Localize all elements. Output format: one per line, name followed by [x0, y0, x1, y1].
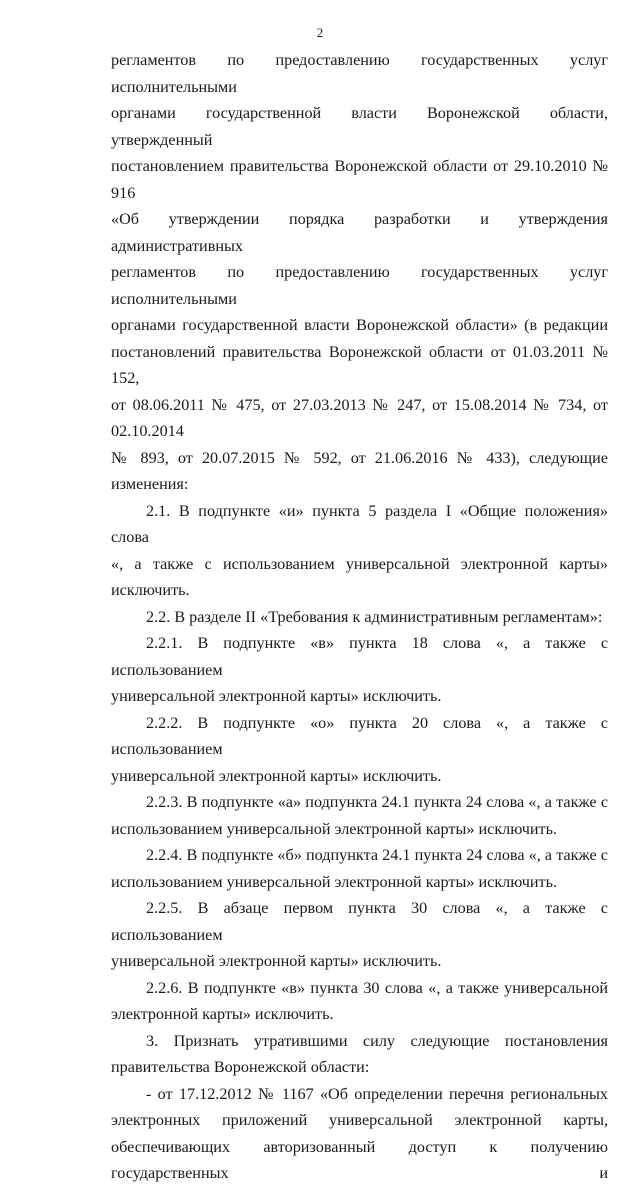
text-line: правительства Воронежской области: — [111, 1058, 370, 1076]
text-line: «Об утверждении порядка разработки и утверждения административных — [111, 210, 608, 255]
text-line: 2.1. В подпункте «и» пункта 5 раздела I «Общие положения» слова — [111, 501, 608, 546]
text-line: постановлением правительства Воронежской области от 29.10.2010 № 916 — [111, 157, 608, 202]
text-line: 2.2.3. В подпункте «а» подпункта 24.1 пункта 24 слова «, а также с — [146, 793, 608, 811]
text-line: регламентов по предоставлению государственных услуг исполнительными — [111, 263, 608, 308]
text-line: - от 17.12.2012 № 1167 «Об определении перечня региональных — [146, 1084, 608, 1103]
paragraph-2-2 — [111, 604, 608, 631]
text-line: обеспечивающих авторизованный доступ к получению государственных и — [111, 1137, 608, 1182]
text-line: от 08.06.2011 № 475, от 27.03.2013 № 247, от 15.08.2014 № 734, от 02.10.2014 — [111, 395, 608, 440]
paragraph-intro — [111, 47, 608, 498]
text-line: органами государственной власти Воронежской области» (в редакции — [111, 316, 608, 334]
text-line: «, а также с использованием универсальной электронной карты» исключить. — [111, 554, 608, 599]
text-line: 2.2.6. В подпункте «в» пункта 30 слова «, а также универсальной — [146, 978, 608, 997]
paragraph-2-2-4 — [111, 842, 608, 895]
text-line: использованием универсальной электронной карты» исключить. — [111, 819, 558, 838]
page-number: 2 — [316, 25, 324, 40]
text-line: использованием универсальной электронной карты» исключить. — [111, 872, 558, 891]
text-line: 2.2. В разделе II «Требования к административным регламентам»: — [146, 607, 603, 626]
paragraph-3 — [111, 1028, 608, 1081]
text-line: 2.2.1. В подпункте «в» пункта 18 слова «, а также с использованием — [111, 634, 608, 679]
text-line: 2.2.5. В абзаце первом пункта 30 слова «, а также с использованием — [111, 899, 608, 944]
text-line: 2.2.4. В подпункте «б» подпункта 24.1 пункта 24 слова «, а также с — [146, 846, 608, 864]
paragraph-2-2-1 — [111, 630, 608, 710]
paragraph-list-item — [111, 1081, 608, 1187]
text-line: электронной карты» исключить. — [111, 1005, 334, 1023]
document-body — [111, 47, 608, 1187]
text-line: универсальной электронной карты» исключить. — [111, 952, 442, 970]
text-line: универсальной электронной карты» исключить. — [111, 766, 442, 785]
text-line: 2.2.2. В подпункте «о» пункта 20 слова «, а также с использованием — [111, 713, 608, 758]
text-line: постановлений правительства Воронежской области от 01.03.2011 № 152, — [111, 342, 608, 387]
paragraph-2-2-3 — [111, 789, 608, 842]
paragraph-2-2-6 — [111, 975, 608, 1028]
text-line: универсальной электронной карты» исключить. — [111, 687, 442, 705]
text-line: № 893, от 20.07.2015 № 592, от 21.06.2016 № 433), следующие изменения: — [111, 448, 608, 493]
text-line: 3. Признать утратившими силу следующие постановления — [146, 1031, 608, 1050]
paragraph-2-2-5 — [111, 895, 608, 975]
text-line: электронных приложений универсальной электронной карты, — [111, 1111, 608, 1129]
text-line: регламентов по предоставлению государственных услуг исполнительными — [111, 51, 608, 96]
paragraph-2-1 — [111, 498, 608, 604]
paragraph-2-2-2 — [111, 710, 608, 790]
text-line: органами государственной власти Воронежской области, утвержденный — [111, 104, 608, 149]
